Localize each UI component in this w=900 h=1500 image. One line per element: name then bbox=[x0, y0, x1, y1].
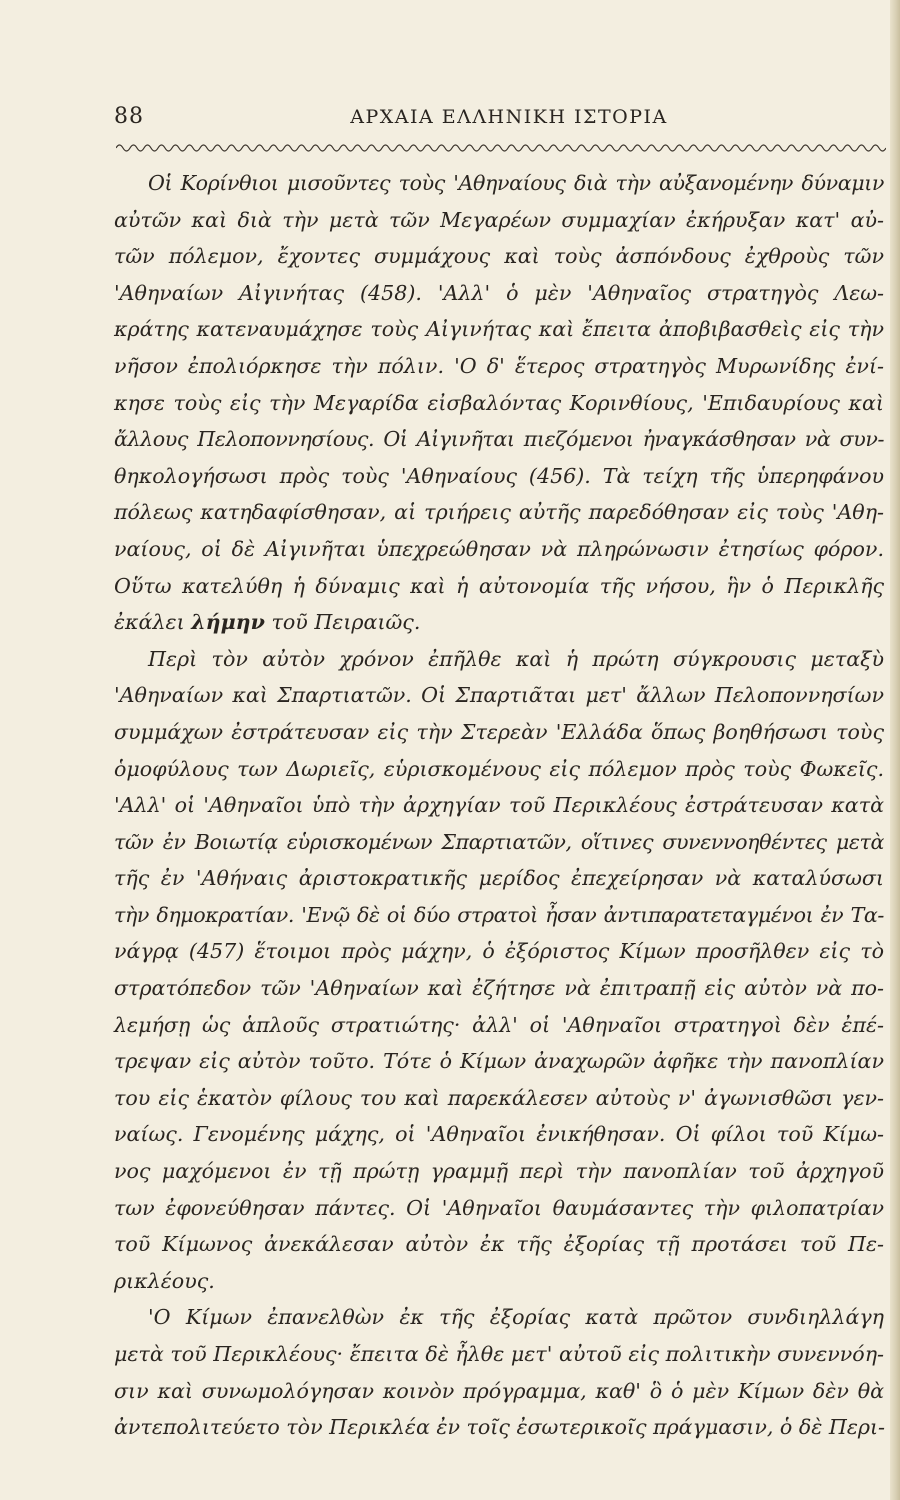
text-line: σιν καὶ συνωμολόγησαν κοινὸν πρόγραμμα, καθ' ὃ ὁ μὲν Κίμων δὲν θὰ bbox=[114, 1378, 884, 1403]
paragraph-1 bbox=[114, 165, 884, 641]
text-run: ἐκάλει bbox=[114, 610, 185, 635]
text-line: ἀντεπολιτεύετο τὸν Περικλέα ἐν τοῖς ἐσωτερικοῖς πράγμασιν, ὁ δὲ Περι- bbox=[114, 1415, 886, 1440]
text-line: Οὕτω κατελύθη ἡ δύναμις καὶ ἡ αὐτονομία τῆς νήσου, ἣν ὁ Περικλῆς bbox=[114, 573, 884, 598]
text-line: λεμήσῃ ὡς ἁπλοῦς στρατιώτης· ἀλλ' οἱ 'Αθηναῖοι στρατηγοὶ δὲν ἐπέ- bbox=[114, 1012, 884, 1037]
page-number: 88 bbox=[114, 104, 144, 129]
text-line: νος μαχόμενοι ἐν τῇ πρώτῃ γραμμῇ περὶ τὴν πανοπλίαν τοῦ ἀρχηγοῦ bbox=[114, 1159, 884, 1184]
page-edge bbox=[890, 0, 900, 1500]
text-line: ναίους, οἱ δὲ Αἰγινῆται ὑπεχρεώθησαν νὰ πληρώνωσιν ἐτησίως φόρον. bbox=[114, 536, 884, 561]
body-text bbox=[114, 165, 884, 1446]
text-line: τὴν δημοκρατίαν. 'Ενῷ δὲ οἱ δύο στρατοὶ ἦσαν ἀντιπαρατεταγμένοι ἐν Τα- bbox=[114, 902, 884, 927]
text-run: τοῦ Πειραιῶς. bbox=[271, 610, 421, 635]
text-line: 'Αθηναίων Αἰγινήτας (458). 'Αλλ' ὁ μὲν 'Αθηναῖος στρατηγὸς Λεω- bbox=[114, 280, 884, 305]
text-line: νῆσον ἐπολιόρκησε τὴν πόλιν. 'Ο δ' ἕτερος στρατηγὸς Μυρωνίδης ἐνί- bbox=[114, 353, 884, 378]
text-line: 'Ο Κίμων ἐπανελθὼν ἐκ τῆς ἐξορίας κατὰ πρῶτον συνδιηλλάγη bbox=[148, 1305, 884, 1330]
text-line: συμμάχων ἐστράτευσαν εἰς τὴν Στερεὰν 'Ελλάδα ὅπως βοηθήσωσι τοὺς bbox=[114, 719, 884, 744]
text-line: ναίως. Γενομένης μάχης, οἱ 'Αθηναῖοι ἐνικήθησαν. Οἱ φίλοι τοῦ Κίμω- bbox=[114, 1122, 884, 1147]
text-line: θηκολογήσωσι πρὸς τοὺς 'Αθηναίους (456). Τὰ τείχη τῆς ὑπερηφάνου bbox=[114, 463, 884, 488]
text-line: τοῦ Κίμωνος ἀνεκάλεσαν αὐτὸν ἐκ τῆς ἐξορίας τῇ προτάσει τοῦ Πε- bbox=[114, 1232, 884, 1257]
text-line: του εἰς ἑκατὸν φίλους του καὶ παρεκάλεσεν αὐτοὺς ν' ἀγωνισθῶσι γεν- bbox=[114, 1085, 884, 1110]
text-line: Περὶ τὸν αὐτὸν χρόνον ἐπῆλθε καὶ ἡ πρώτη σύγκρουσις μεταξὺ bbox=[148, 646, 884, 671]
text-line: νάγρᾳ (457) ἕτοιμοι πρὸς μάχην, ὁ ἐξόριστος Κίμων προσῆλθεν εἰς τὸ bbox=[114, 939, 884, 964]
page-header bbox=[114, 104, 884, 138]
text-line: πόλεως κατηδαφίσθησαν, αἱ τριήρεις αὐτῆς παρεδόθησαν εἰς τοὺς 'Αθη- bbox=[114, 500, 884, 525]
text-line: τῶν ἐν Βοιωτίᾳ εὑρισκομένων Σπαρτιατῶν, οἵτινες συνεννοηθέντες μετὰ bbox=[114, 829, 884, 854]
wavy-rule-ornament bbox=[116, 138, 886, 158]
text-line: μετὰ τοῦ Περικλέους· ἔπειτα δὲ ἦλθε μετ' αὐτοῦ εἰς πολιτικὴν συνεννόη- bbox=[114, 1342, 884, 1366]
paragraph-2 bbox=[114, 641, 884, 1300]
emphasized-term: λήμην bbox=[191, 610, 265, 635]
text-line: κράτης κατεναυμάχησε τοὺς Αἰγινήτας καὶ ἔπειτα ἀποβιβασθεὶς εἰς τὴν bbox=[114, 317, 884, 342]
text-line bbox=[114, 604, 884, 641]
text-line: 'Αθηναίων καὶ Σπαρτιατῶν. Οἱ Σπαρτιᾶται μετ' ἄλλων Πελοποννησίων bbox=[114, 683, 884, 708]
text-line: στρατόπεδον τῶν 'Αθηναίων καὶ ἐζήτησε νὰ ἐπιτραπῇ εἰς αὐτὸν νὰ πο- bbox=[114, 976, 884, 1001]
text-line: τῆς ἐν 'Αθήναις ἀριστοκρατικῆς μερίδος ἐπεχείρησαν νὰ καταλύσωσι bbox=[114, 866, 884, 891]
text-line: Οἱ Κορίνθιοι μισοῦντες τοὺς 'Αθηναίους διὰ τὴν αὐξανομένην δύναμιν bbox=[148, 171, 884, 195]
text-line: κησε τοὺς εἰς τὴν Μεγαρίδα εἰσβαλόντας Κορινθίους, 'Επιδαυρίους καὶ bbox=[114, 390, 884, 415]
text-line: των ἐφονεύθησαν πάντες. Οἱ 'Αθηναῖοι θαυμάσαντες τὴν φιλοπατρίαν bbox=[114, 1195, 884, 1220]
text-line: ἄλλους Πελοποννησίους. Οἱ Αἰγινῆται πιεζόμενοι ἠναγκάσθησαν νὰ συν- bbox=[114, 427, 884, 452]
text-line: 'Αλλ' οἱ 'Αθηναῖοι ὑπὸ τὴν ἀρχηγίαν τοῦ Περικλέους ἐστράτευσαν κατὰ bbox=[114, 793, 884, 818]
text-line: αὐτῶν καὶ διὰ τὴν μετὰ τῶν Μεγαρέων συμμαχίαν ἐκήρυξαν κατ' αὐ- bbox=[114, 207, 884, 232]
text-line: ρικλέους. bbox=[114, 1268, 215, 1293]
text-line: ὁμοφύλους των Δωριεῖς, εὑρισκομένους εἰς πόλεμον πρὸς τοὺς Φωκεῖς. bbox=[114, 756, 884, 781]
text-line: τρεψαν εἰς αὐτὸν τοῦτο. Τότε ὁ Κίμων ἀναχωρῶν ἀφῆκε τὴν πανοπλίαν bbox=[114, 1049, 884, 1074]
running-title: ΑΡΧΑΙΑ ΕΛΛΗΝΙΚΗ ΙΣΤΟΡΙΑ bbox=[350, 106, 668, 128]
paragraph-3 bbox=[114, 1299, 884, 1445]
text-line: τῶν πόλεμον, ἔχοντες συμμάχους καὶ τοὺς ἀσπόνδους ἐχθροὺς τῶν bbox=[114, 244, 884, 269]
